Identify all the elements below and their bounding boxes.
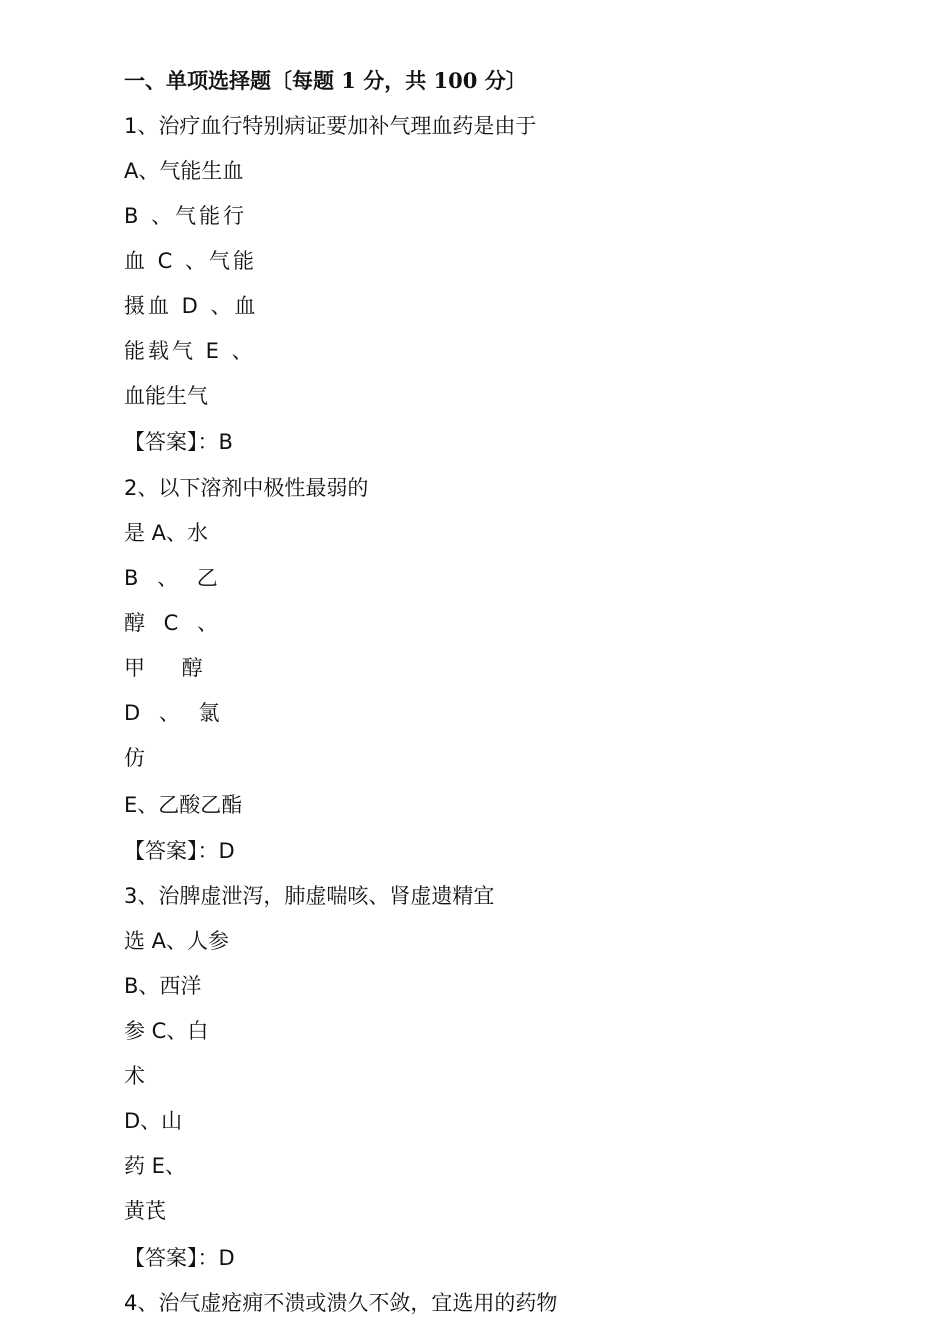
question-3-option-line: 术 <box>124 1064 145 1088</box>
question-2-stem: 2、以下溶剂中极性最弱的 <box>124 476 369 500</box>
question-2-option-line: 甲 醇 <box>124 656 203 680</box>
question-1-answer: 【答案】：B <box>124 430 233 454</box>
question-1-option-line: 能载气 E 、 <box>124 339 256 363</box>
question-1-option-line: 血 C 、气能 <box>124 249 258 273</box>
question-4-stem: 4、治气虚疮痈不溃或溃久不敛，宜选用的药物 <box>124 1291 558 1315</box>
question-1-option-line: 摄血 D 、血 <box>124 294 259 318</box>
question-3-option-line: 选 A、人参 <box>124 929 230 953</box>
question-1-option-line: 血能生气 <box>124 384 208 408</box>
question-3-option-line: D、山 <box>124 1109 183 1133</box>
question-2-option-line: 仿 <box>124 746 145 770</box>
question-3-option-line: 药 E、 <box>124 1154 186 1178</box>
section-heading: 一、单项选择题〔每题 1 分，共 100 分〕 <box>124 68 527 93</box>
question-1-option-line: A、气能生血 <box>124 159 244 183</box>
question-3-answer: 【答案】：D <box>124 1246 235 1270</box>
question-2-answer: 【答案】：D <box>124 839 235 863</box>
question-3-option-line: 参 C、白 <box>124 1019 209 1043</box>
question-2-option-line: 是 A、水 <box>124 521 209 545</box>
question-3-option-line: 黄芪 <box>124 1199 166 1223</box>
question-1-option-line: B 、气能行 <box>124 204 248 228</box>
question-3-option-line: B、西洋 <box>124 974 202 998</box>
question-2-option-line: D 、 氯 <box>124 701 220 725</box>
question-2-option-line: B 、 乙 <box>124 566 218 590</box>
question-2-option-line: 醇 C 、 <box>124 611 219 635</box>
question-1-stem: 1、治疗血行特别病证要加补气理血药是由于 <box>124 114 537 138</box>
question-3-stem: 3、治脾虚泄泻，肺虚喘咳、肾虚遗精宜 <box>124 884 495 908</box>
question-2-option-line: E、乙酸乙酯 <box>124 793 243 817</box>
